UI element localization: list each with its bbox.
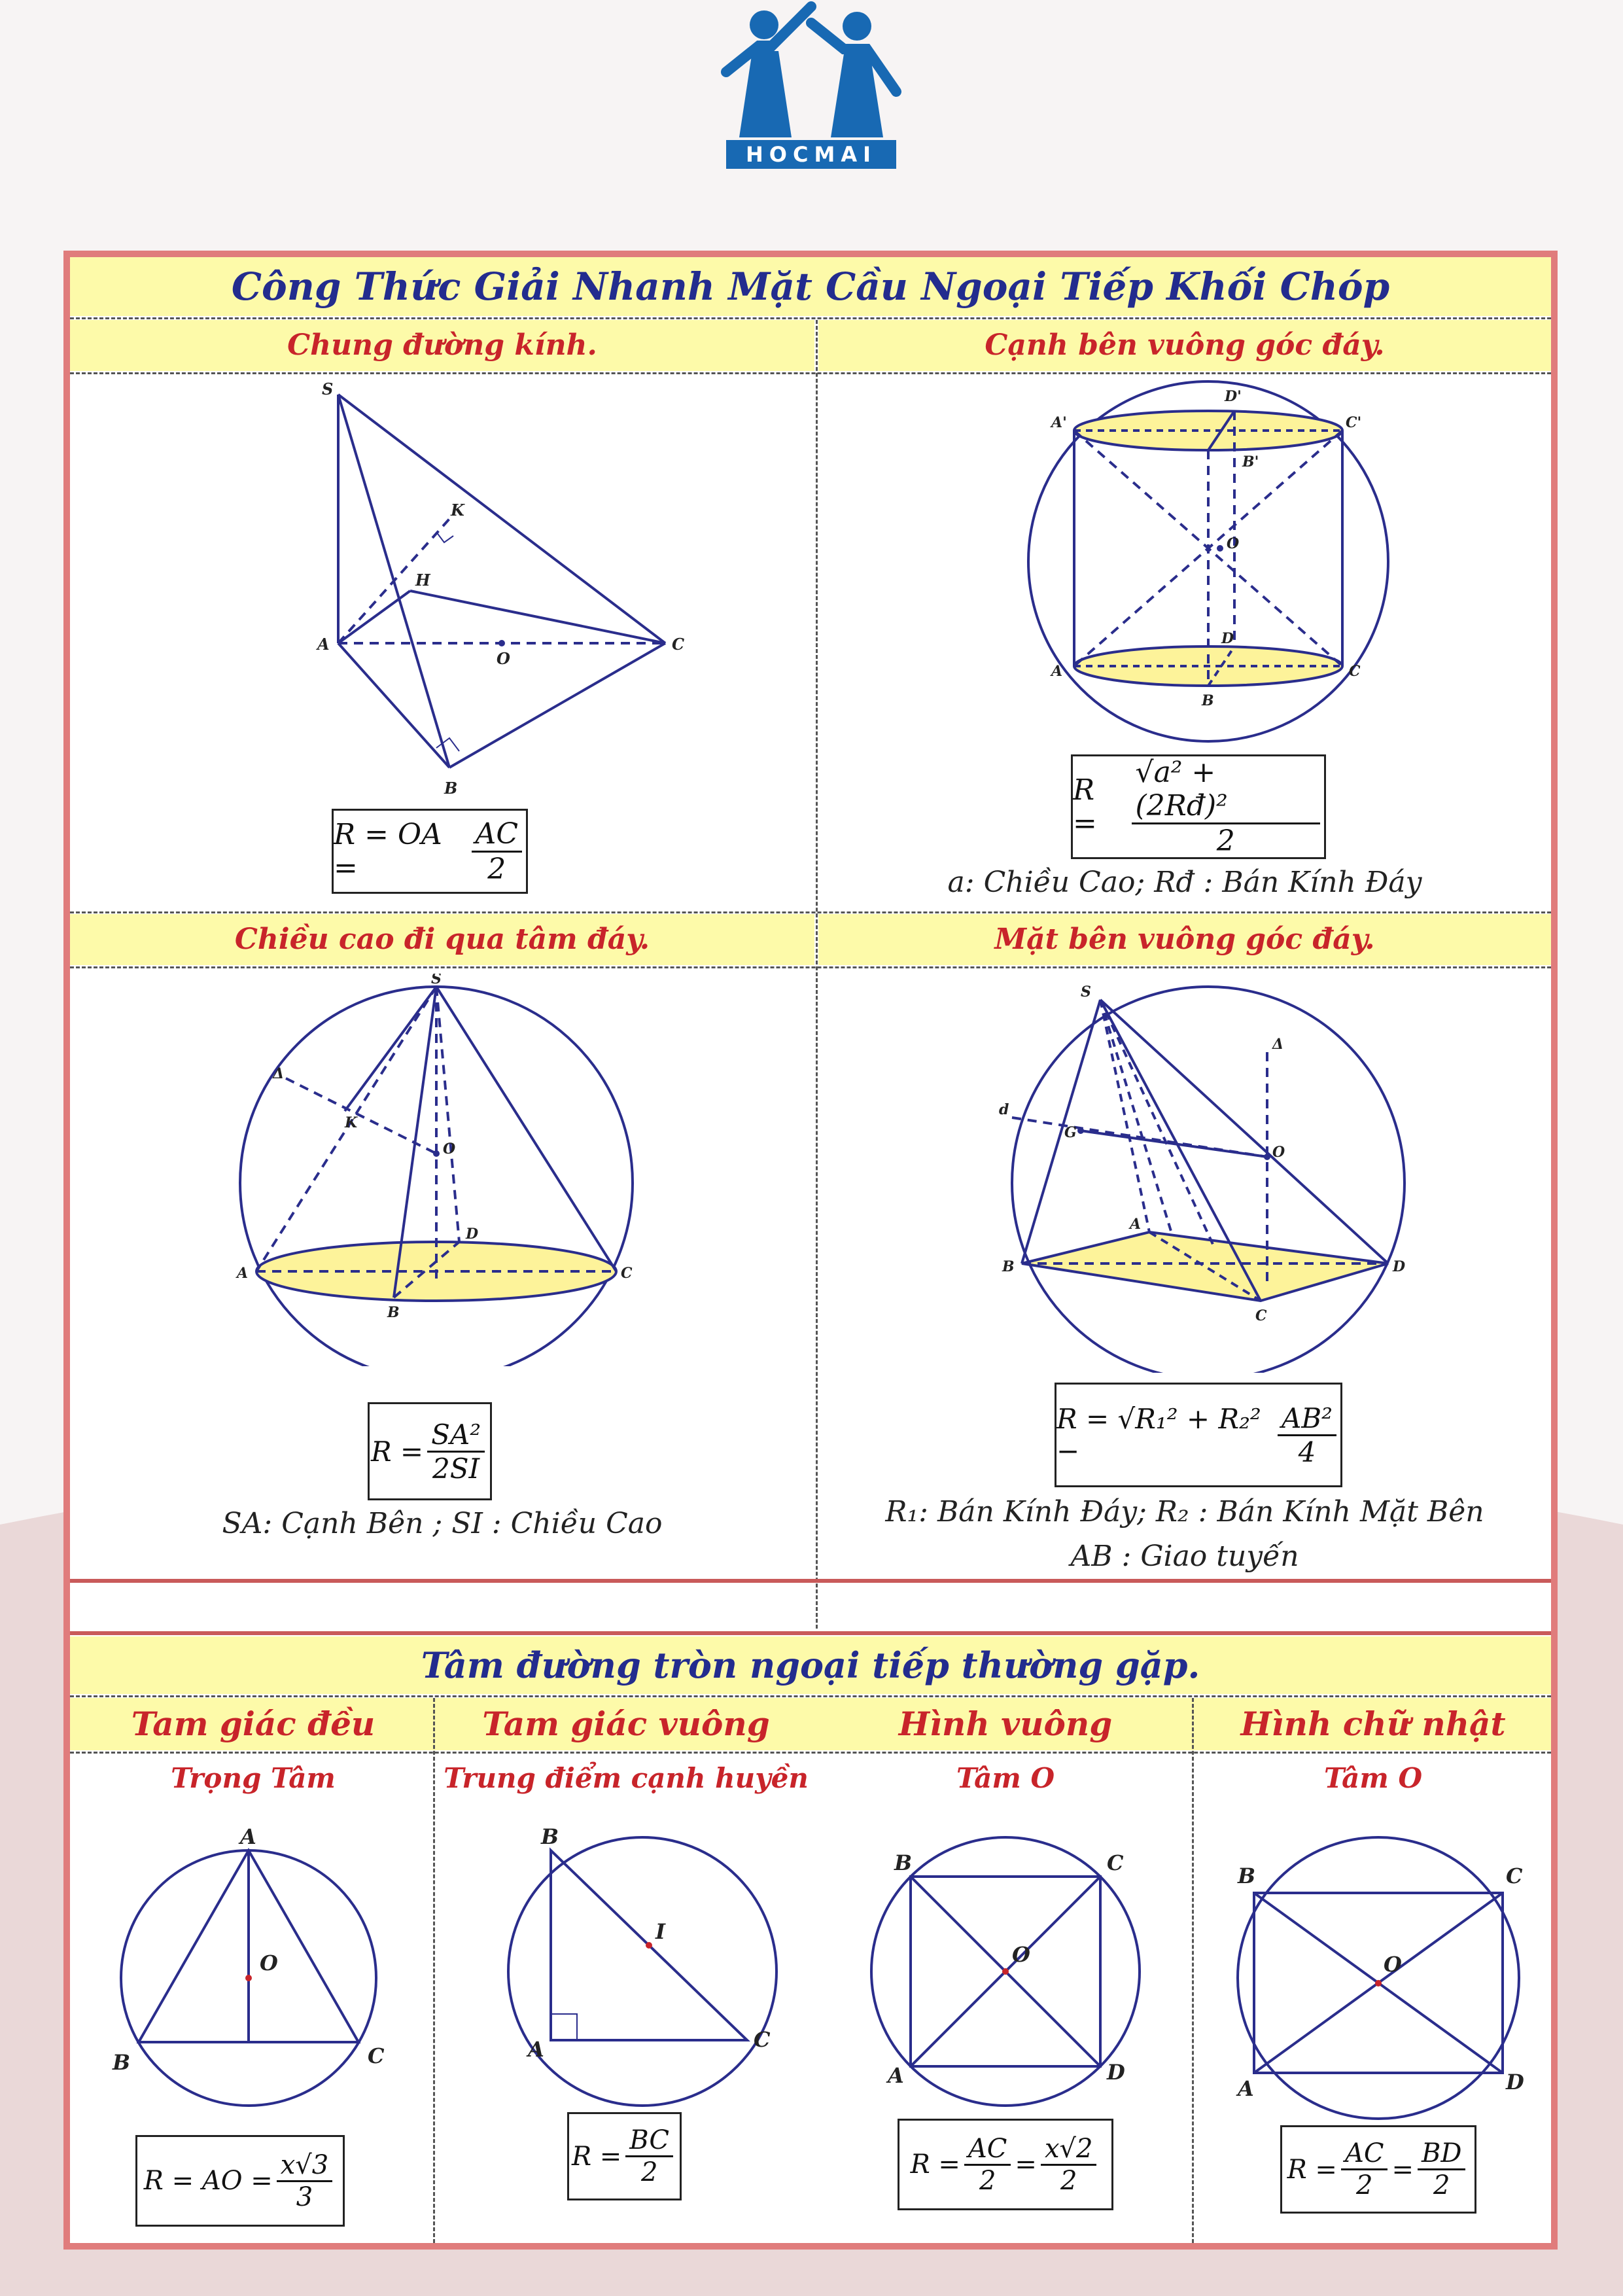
label-Delta: Δ bbox=[1272, 1036, 1284, 1053]
heading-equilateral: Tam giác đều bbox=[131, 1704, 375, 1743]
label-B: B bbox=[894, 1850, 913, 1875]
label-O: O bbox=[443, 1140, 456, 1157]
label-A: A bbox=[528, 2037, 544, 2062]
logo-text: HOCMAI bbox=[726, 140, 896, 169]
figure-rectangle bbox=[1234, 1821, 1535, 2122]
figure-lateral-edge-perp bbox=[1012, 375, 1418, 748]
figure-height-through-center bbox=[234, 974, 639, 1366]
label-C: C bbox=[621, 1265, 633, 1282]
formula-square: R = $\frac{AC}{2}$ = $\frac{x√2}{2}$ bbox=[898, 2119, 1113, 2210]
cell-header bbox=[70, 320, 814, 371]
figure-square bbox=[855, 1821, 1156, 2122]
heading-lateral-face-perp: Mặt bên vuông góc đáy. bbox=[994, 923, 1375, 956]
label-S: S bbox=[1081, 983, 1091, 1000]
heading-height-through-center: Chiều cao đi qua tâm đáy. bbox=[234, 923, 650, 956]
label-S: S bbox=[431, 974, 442, 987]
note2-lateral-face-perp: AB : Giao tuyến bbox=[1070, 1540, 1299, 1573]
label-C1: C' bbox=[1346, 414, 1362, 431]
top-title: Công Thức Giải Nhanh Mặt Cầu Ngoại Tiếp Khối Chóp bbox=[231, 264, 1390, 309]
label-B: B bbox=[541, 1824, 559, 1849]
cell-header bbox=[70, 914, 814, 965]
note-lateral-face-perp: R₁: Bán Kính Đáy; R₂ : Bán Kính Mặt Bên bbox=[885, 1495, 1484, 1528]
logo-figures-icon bbox=[720, 0, 903, 144]
label-K: K bbox=[451, 501, 464, 520]
note-height-through-center: SA: Cạnh Bên ; SI : Chiều Cao bbox=[222, 1507, 663, 1540]
center-rectangle: Tâm O bbox=[1323, 1762, 1423, 1794]
bottom-title: Tâm đường tròn ngoại tiếp thường gặp. bbox=[421, 1644, 1200, 1686]
label-C: C bbox=[368, 2043, 385, 2068]
label-O: O bbox=[497, 649, 510, 668]
label-B: B bbox=[387, 1304, 400, 1321]
label-B: B bbox=[1002, 1258, 1015, 1275]
formula-sheet bbox=[63, 251, 1558, 2250]
label-S: S bbox=[322, 380, 334, 398]
center-square: Tâm O bbox=[956, 1762, 1055, 1794]
label-A: A bbox=[1238, 2076, 1254, 2101]
label-A: A bbox=[1130, 1216, 1142, 1233]
label-C: C bbox=[1255, 1307, 1267, 1324]
label-B: B bbox=[444, 779, 458, 794]
label-O: O bbox=[1272, 1144, 1285, 1161]
label-Delta: Δ bbox=[273, 1065, 285, 1082]
label-C: C bbox=[1107, 1850, 1124, 1875]
heading-square: Hình vuông bbox=[898, 1704, 1113, 1743]
label-D: D bbox=[1221, 630, 1234, 647]
label-A: A bbox=[240, 1824, 256, 1849]
label-K: K bbox=[345, 1114, 358, 1131]
label-A1: A' bbox=[1051, 414, 1067, 431]
label-D: D bbox=[1506, 2070, 1524, 2094]
center-right-triangle: Trung điểm cạnh huyền bbox=[444, 1762, 809, 1794]
label-A: A bbox=[1051, 663, 1063, 680]
label-D: D bbox=[466, 1226, 479, 1243]
label-G: G bbox=[1064, 1124, 1077, 1141]
heading-rectangle: Hình chữ nhật bbox=[1240, 1704, 1506, 1743]
label-B: B bbox=[113, 2050, 131, 2075]
formula-common-diameter: R = OA = $\frac{AC}{2}$ bbox=[332, 809, 528, 894]
formula-right-triangle: R = $\frac{BC}{2}$ bbox=[567, 2112, 682, 2200]
formula-height-through-center: R = $\frac{\text{SA²}}{2SI}$ bbox=[368, 1402, 492, 1500]
label-H: H bbox=[415, 571, 430, 590]
label-O: O bbox=[1227, 535, 1240, 552]
formula-equilateral: R = AO = $\frac{x√3}{3}$ bbox=[135, 2135, 345, 2227]
label-B1: B' bbox=[1242, 453, 1259, 470]
label-C: C bbox=[672, 635, 685, 654]
top-title-bar bbox=[70, 257, 1551, 316]
label-A: A bbox=[317, 635, 330, 654]
label-A: A bbox=[237, 1265, 249, 1282]
figure-equilateral bbox=[109, 1821, 397, 2122]
label-D: D bbox=[1107, 2060, 1125, 2085]
label-I: I bbox=[655, 1919, 665, 1944]
figure-right-triangle bbox=[489, 1821, 790, 2122]
center-equilateral: Trọng Tâm bbox=[171, 1762, 336, 1794]
formula-lateral-edge-perp: R = $\frac{\text{√a² + (2Rđ)²}}{2}$ bbox=[1071, 754, 1326, 859]
label-D: D bbox=[1393, 1258, 1406, 1275]
label-A: A bbox=[888, 2063, 904, 2088]
label-B: B bbox=[1202, 692, 1214, 709]
label-C: C bbox=[1349, 663, 1361, 680]
note-lateral-edge-perp: a: Chiều Cao; Rđ : Bán Kính Đáy bbox=[947, 866, 1422, 899]
heading-common-diameter: Chung đường kính. bbox=[287, 328, 597, 362]
bottom-title-bar bbox=[70, 1636, 1551, 1694]
heading-lateral-edge-perp: Cạnh bên vuông góc đáy. bbox=[985, 328, 1385, 362]
label-C: C bbox=[1506, 1863, 1523, 1888]
label-d: d bbox=[999, 1101, 1009, 1118]
figure-common-diameter bbox=[240, 375, 737, 794]
label-D1: D' bbox=[1225, 388, 1242, 405]
label-O: O bbox=[260, 1951, 278, 1975]
heading-right-triangle: Tam giác vuông bbox=[482, 1704, 770, 1743]
label-B: B bbox=[1238, 1863, 1256, 1888]
label-O: O bbox=[1384, 1952, 1402, 1977]
figure-lateral-face-perp bbox=[999, 974, 1418, 1373]
label-O: O bbox=[1012, 1942, 1030, 1967]
cell-header bbox=[818, 320, 1551, 371]
formula-rectangle: R = $\frac{AC}{2}$ = $\frac{BD}{2}$ bbox=[1280, 2125, 1476, 2214]
label-C: C bbox=[754, 2027, 771, 2052]
cell-header bbox=[818, 914, 1551, 965]
formula-lateral-face-perp: R = √R₁² + R₂² − $\frac{\text{AB²}}{4}$ bbox=[1055, 1383, 1342, 1487]
